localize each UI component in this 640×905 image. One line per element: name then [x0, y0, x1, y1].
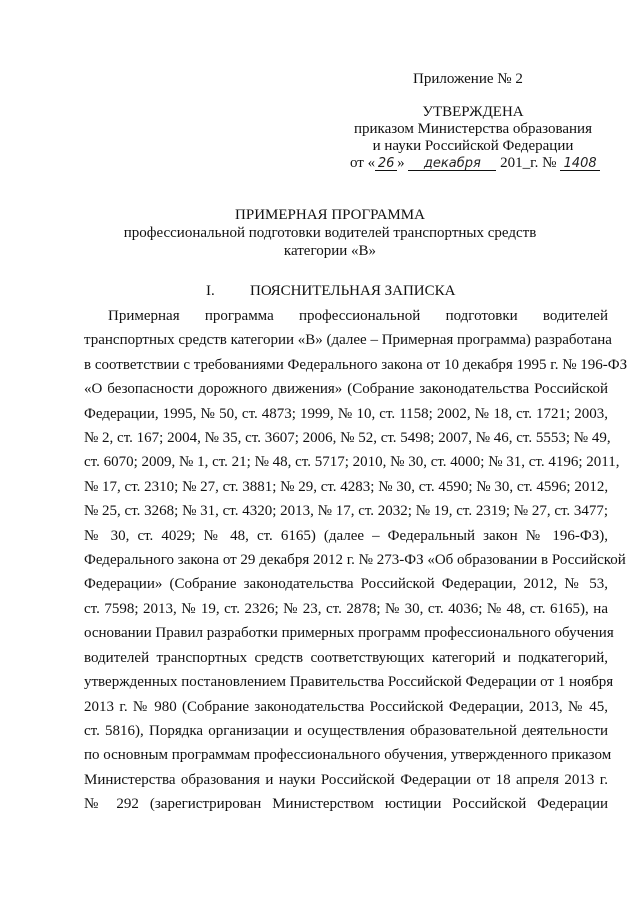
text-line: ст. 7598; 2013, № 19, ст. 2326; № 23, ст. 2878; № 30, ст. 4036; № 48, ст. 6165), на: [84, 600, 608, 617]
text-line: № 292 (зарегистрирован Министерством юстиции Российской Федерации: [84, 796, 608, 813]
text-line: в соответствии с требованиями Федерального закона от 10 декабря 1995 г. № 196-ФЗ: [84, 356, 628, 373]
text-line: Федерального закона от 29 декабря 2012 г. № 273-ФЗ «Об образовании в Российской: [84, 552, 626, 569]
date-mid: »: [397, 155, 405, 171]
handwritten-month: декабря: [408, 157, 496, 171]
text-line: Федерации, 1995, № 50, ст. 4873; 1999, № 10, ст. 1158; 2002, № 18, ст. 1721; 2003,: [84, 405, 608, 422]
text-line: Министерства образования и науки Российской Федерации от 18 апреля 2013 г.: [84, 771, 608, 788]
approved-title: УТВЕРЖДЕНА: [422, 104, 524, 120]
handwritten-order-number: 1408: [560, 157, 600, 171]
program-title-line-3: категории «В»: [283, 243, 377, 259]
program-title-line-1: ПРИМЕРНАЯ ПРОГРАММА: [235, 207, 425, 223]
date-number-label: №: [542, 155, 557, 171]
text-line: транспортных средств категории «В» (далее – Примерная программа) разработана: [84, 332, 612, 349]
handwritten-day: 26: [375, 157, 397, 171]
date-year: 201_г.: [500, 155, 539, 171]
text-line: «О безопасности дорожного движения» (Собрание законодательства Российской: [84, 381, 608, 398]
approval-block: [332, 104, 614, 172]
text-line: Примерная программа профессиональной подготовки водителей: [108, 308, 608, 324]
text-line: Федерации» (Собрание законодательства Российской Федерации, 2012, № 53,: [84, 576, 608, 593]
section-title: ПОЯСНИТЕЛЬНАЯ ЗАПИСКА: [250, 283, 456, 299]
text-line: основании Правил разработки примерных программ профессионального обучения: [84, 625, 614, 642]
section-heading: [206, 283, 455, 300]
body-text: [84, 304, 628, 817]
text-line: № 25, ст. 3268; № 31, ст. 4320; 2013, № 17, ст. 2032; № 19, ст. 2319; № 27, ст. 3477;: [84, 503, 609, 520]
text-line: № 30, ст. 4029; № 48, ст. 6165) (далее – Федеральный закон № 196-ФЗ),: [84, 527, 608, 544]
annex-label: Приложение № 2: [413, 71, 523, 87]
text-line: № 2, ст. 167; 2004, № 35, ст. 3607; 2006, № 52, ст. 5498; 2007, № 46, ст. 5553; № 49,: [84, 430, 611, 447]
text-line: № 17, ст. 2310; № 27, ст. 3881; № 29, ст. 4283; № 30, ст. 4590; № 30, ст. 4596; 2012,: [84, 478, 609, 495]
date-prefix: от «: [350, 155, 376, 171]
text-line: по основным программам профессионального обучения, утвержденного приказом: [84, 747, 612, 764]
program-title: [110, 206, 550, 260]
approval-date-line: [332, 155, 614, 172]
text-line: водителей транспортных средств соответствующих категорий и подкатегорий,: [84, 649, 608, 666]
text-line: 2013 г. № 980 (Собрание законодательства Российской Федерации, 2013, № 45,: [84, 698, 608, 715]
program-title-line-2: профессиональной подготовки водителей транспортных средств: [123, 225, 537, 241]
approved-line-1: приказом Министерства образования: [354, 121, 592, 137]
text-line: ст. 6070; 2009, № 1, ст. 21; № 48, ст. 5717; 2010, № 30, ст. 4000; № 31, ст. 4196; 2011,: [84, 454, 620, 471]
text-line: утвержденных постановлением Правительства Российской Федерации от 1 ноября: [84, 674, 614, 691]
text-line: ст. 5816), Порядка организации и осуществления образовательной деятельности: [84, 722, 608, 739]
section-number: I.: [206, 283, 215, 299]
approved-line-2: и науки Российской Федерации: [372, 138, 574, 154]
